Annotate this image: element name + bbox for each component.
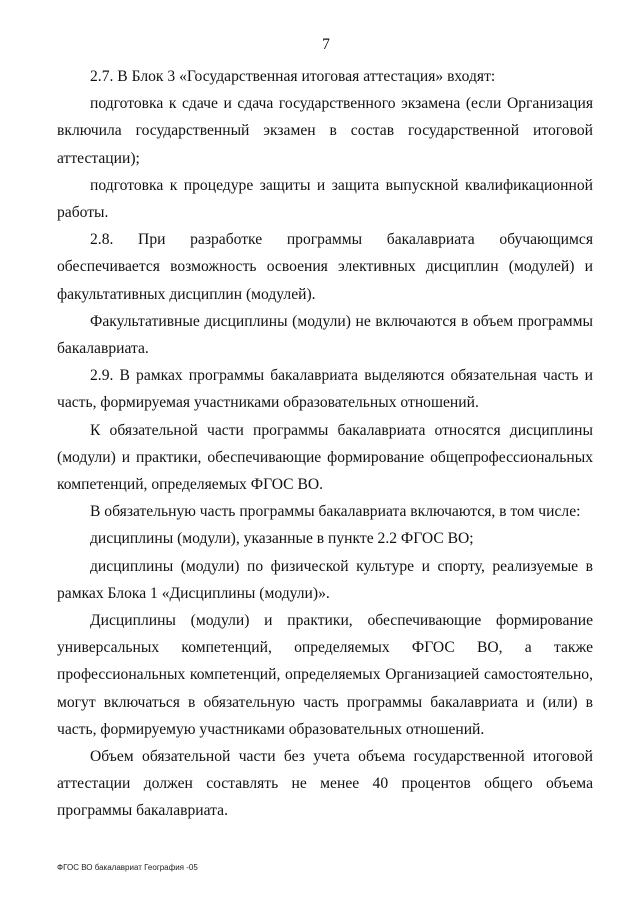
document-footer: ФГОС ВО бакалавриат География -05	[57, 863, 198, 872]
paragraph-2-8: 2.8. При разработке программы бакалавриата обучающимся обеспечивается возможность освоения элективных дисциплин (модулей) и факультативных дисциплин (модулей).	[57, 231, 593, 303]
page-number: 7	[322, 36, 330, 53]
paragraph-2-7-intro: 2.7. В Блок 3 «Государственная итоговая аттестация» входят:	[90, 68, 496, 85]
paragraph-mandatory-volume: Объем обязательной части без учета объема государственной итоговой аттестации должен составлять не менее 40 процентов общего объема программы бакалавриата.	[57, 748, 593, 820]
paragraph-physical-culture: дисциплины (модули) по физической культуре и спорту, реализуемые в рамках Блока 1 «Дисциплины (модули)».	[57, 557, 593, 602]
paragraph-thesis-defense: подготовка к процедуре защиты и защита выпускной квалификационной работы.	[57, 176, 593, 222]
paragraph-disciplines-2-2: дисциплины (модули), указанные в пункте 2.2 ФГОС ВО;	[90, 530, 474, 548]
document-body	[57, 63, 593, 825]
paragraph-optional-disciplines: Факультативные дисциплины (модули) не включаются в объем программы бакалавриата.	[57, 312, 593, 358]
paragraph-mandatory-part: К обязательной части программы бакалавриата относятся дисциплины (модули) и практики, обеспечивающие формирование общепрофессиональных компетенций, определяемых ФГОС ВО.	[57, 421, 593, 494]
paragraph-2-9: 2.9. В рамках программы бакалавриата выделяются обязательная часть и часть, формируемая участниками образовательных отношений.	[57, 367, 593, 412]
paragraph-mandatory-includes: В обязательную часть программы бакалавриата включаются, в том числе:	[90, 503, 581, 521]
paragraph-universal-competencies: Дисциплины (модули) и практики, обеспечивающие формирование универсальных компетенций, определяемых ФГОС ВО, а также профессиональных компетенций, определяемых Организацией самостоятельно, могут включаться в обязательную часть программы бакалавриата и (или) в часть, формируемую участниками образовательных отношений.	[57, 612, 593, 738]
paragraph-state-exam: подготовка к сдаче и сдача государственного экзамена (если Организация включила государственный экзамен в состав государственной итоговой аттестации);	[57, 95, 593, 167]
